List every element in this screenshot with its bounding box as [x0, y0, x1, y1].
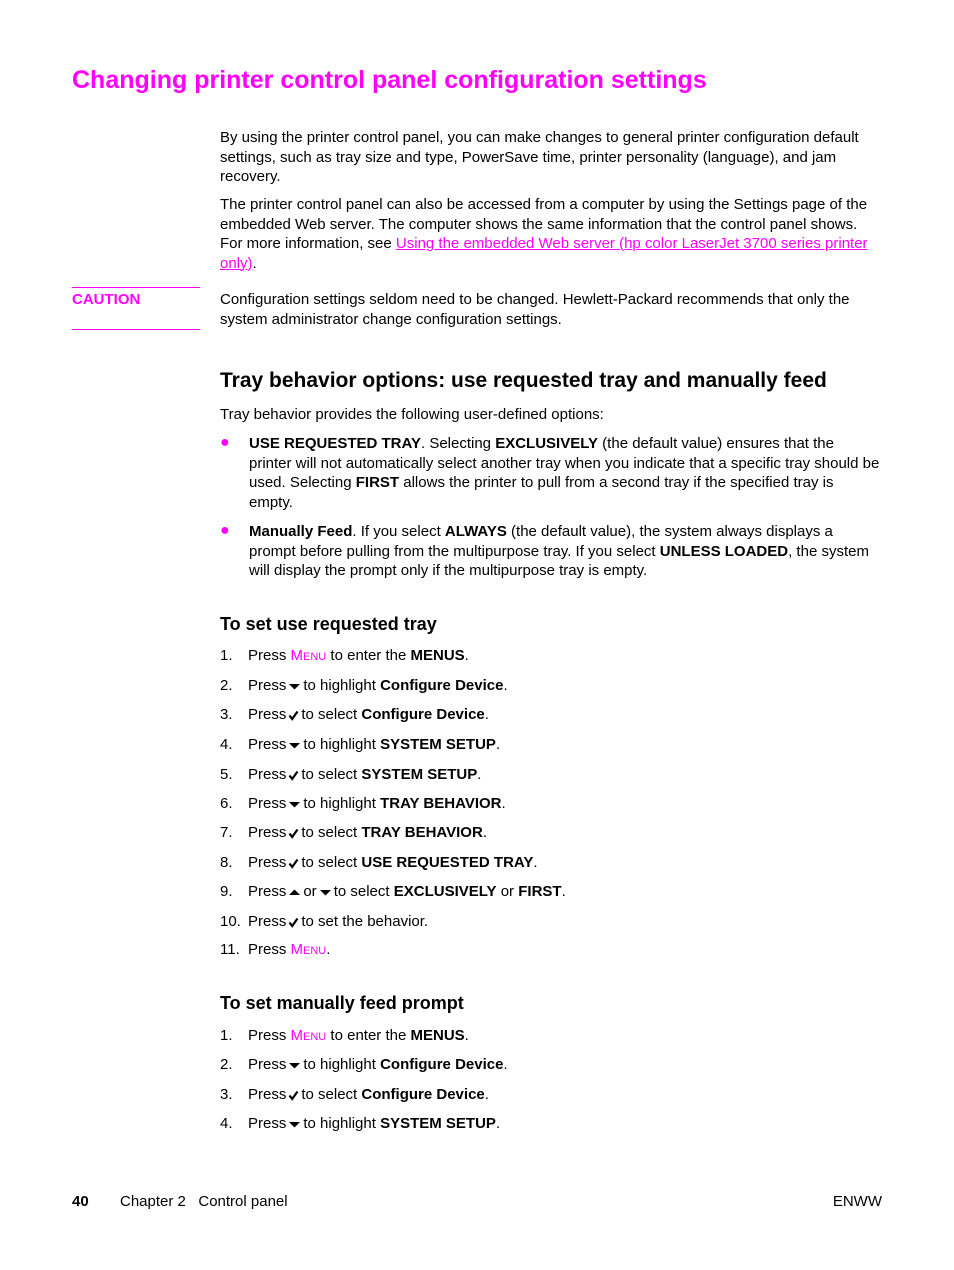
step-target: Configure Device: [361, 706, 485, 723]
step-text: to highlight: [303, 1115, 376, 1132]
down-arrow-icon: [288, 681, 301, 691]
step-text: Press: [248, 854, 287, 871]
step-text: to select: [301, 706, 358, 723]
footer-right-label: ENWW: [832, 1193, 882, 1210]
intro-paragraph-2-end: .: [252, 254, 257, 272]
menu-key: Menu: [290, 1027, 327, 1044]
caution-text: Configuration settings seldom need to be changed. Hewlett-Packard recommends that only the system administrator change configuration settings.: [220, 291, 850, 328]
down-arrow-icon: [319, 887, 332, 897]
option-text: , the system will display the prompt only if the multipurpose tray is empty.: [249, 542, 869, 579]
checkmark-icon: [288, 770, 299, 781]
step-period: .: [533, 854, 538, 871]
step-period: .: [501, 795, 506, 812]
option-value: EXCLUSIVELY: [495, 435, 599, 452]
option-value: FIRST: [355, 474, 400, 491]
step-number: 11.: [220, 941, 240, 958]
list-item: [220, 434, 880, 512]
step-target: Configure Device: [361, 1086, 485, 1103]
step-item: [220, 912, 428, 932]
chapter-label: Chapter 2 Control panel: [120, 1193, 288, 1210]
step-text: Press: [248, 766, 287, 783]
step-number: 1.: [220, 1027, 233, 1044]
step-item: [220, 823, 487, 843]
step-text: Press: [248, 941, 287, 958]
step-text: to set the behavior.: [301, 913, 429, 930]
down-arrow-icon: [288, 740, 301, 750]
step-item: [220, 940, 330, 960]
step-text: Press: [248, 677, 287, 694]
step-item: [220, 646, 469, 666]
up-arrow-icon: [288, 887, 301, 897]
step-period: .: [464, 1027, 469, 1044]
step-text: Press: [248, 647, 287, 664]
step-text: Press: [248, 824, 287, 841]
step-text: to select: [301, 766, 358, 783]
step-number: 9.: [220, 883, 233, 900]
step-item: [220, 853, 538, 873]
step-text: Press: [248, 883, 287, 900]
caution-divider: [72, 329, 200, 330]
step-period: .: [464, 647, 469, 664]
embedded-web-server-link[interactable]: Using the embedded Web server (hp color LaserJet 3700 series printer only): [220, 235, 868, 272]
checkmark-icon: [288, 710, 299, 721]
step-text: to highlight: [303, 795, 376, 812]
step-item: [220, 882, 566, 902]
step-item: [220, 1085, 489, 1105]
option-text: allows the printer to pull from a second tray if the specified tray is empty.: [249, 474, 834, 511]
step-number: 7.: [220, 824, 233, 841]
step-number: 10.: [220, 913, 241, 930]
step-text: to enter the: [330, 1027, 407, 1044]
caution-label: CAUTION: [72, 287, 200, 310]
step-text: Press: [248, 736, 287, 753]
step-text: or: [500, 883, 515, 900]
option-name: USE REQUESTED TRAY: [249, 435, 421, 452]
step-text: to highlight: [303, 1056, 376, 1073]
option-value: UNLESS LOADED: [659, 542, 789, 560]
step-number: 3.: [220, 706, 233, 723]
step-period: .: [561, 883, 566, 900]
step-period: .: [484, 1086, 489, 1103]
step-item: [220, 735, 500, 755]
option-value: ALWAYS: [444, 523, 507, 540]
step-number: 8.: [220, 854, 233, 871]
step-item: [220, 1114, 500, 1134]
intro-paragraph-2-text: The printer control panel can also be accessed from a computer by using the Settings page of the embedded Web server. The computer shows the same information that the control panel shows. For more information, see: [220, 196, 868, 252]
step-text: to select: [333, 883, 390, 900]
step-text: to select: [301, 854, 358, 871]
step-target: SYSTEM SETUP: [361, 766, 478, 783]
step-target: TRAY BEHAVIOR: [380, 795, 502, 812]
step-period: .: [495, 1115, 501, 1132]
step-item: [220, 1026, 469, 1046]
step-item: [220, 765, 481, 785]
step-text: Press: [248, 913, 287, 930]
checkmark-icon: [288, 917, 299, 928]
step-number: 4.: [220, 1115, 233, 1132]
step-number: 3.: [220, 1086, 233, 1103]
step-number: 1.: [220, 647, 233, 664]
page-number: 40: [72, 1193, 89, 1210]
menu-key: Menu: [290, 941, 327, 958]
bullet-icon: ●: [220, 434, 230, 451]
step-target: MENUS: [410, 647, 465, 664]
step-target: MENUS: [410, 1027, 465, 1044]
down-arrow-icon: [288, 799, 301, 809]
step-number: 6.: [220, 795, 233, 812]
down-arrow-icon: [288, 1119, 301, 1129]
step-period: .: [482, 824, 487, 841]
step-target: EXCLUSIVELY: [393, 883, 497, 900]
step-text: Press: [248, 795, 287, 812]
tray-section-heading: Tray behavior options: use requested tray and manually feed: [220, 369, 827, 392]
step-target: FIRST: [518, 883, 562, 900]
step-period: .: [503, 677, 508, 694]
step-text: to highlight: [303, 677, 376, 694]
checkmark-icon: [288, 858, 299, 869]
step-text: to highlight: [303, 736, 376, 753]
step-text: Press: [248, 1056, 287, 1073]
checkmark-icon: [288, 828, 299, 839]
step-target: SYSTEM SETUP: [380, 736, 496, 753]
option-text: (the default value) ensures that the printer will not automatically select another tray when you indicate that a specific tray should be used. Selecting: [249, 435, 880, 491]
option-text: . If you select: [352, 523, 445, 540]
step-item: [220, 676, 508, 696]
step-text: to select: [301, 1086, 358, 1103]
intro-paragraph-2: [220, 195, 880, 273]
down-arrow-icon: [288, 1060, 301, 1070]
step-period: .: [477, 766, 482, 783]
option-text: (the default value), the system always displays a prompt before pulling from the multipurpose tray. If you select: [249, 523, 833, 560]
step-target: Configure Device: [380, 677, 504, 694]
step-target: USE REQUESTED TRAY: [361, 854, 534, 871]
step-item: [220, 705, 489, 725]
step-period: .: [495, 736, 501, 753]
step-period: .: [503, 1056, 508, 1073]
step-number: 5.: [220, 766, 233, 783]
step-text: to enter the: [330, 647, 407, 664]
step-period: .: [484, 706, 489, 723]
step-target: Configure Device: [380, 1056, 504, 1073]
step-number: 4.: [220, 736, 233, 753]
option-text: . Selecting: [420, 435, 496, 452]
step-target: SYSTEM SETUP: [380, 1115, 496, 1132]
step-target: TRAY BEHAVIOR: [361, 824, 483, 841]
step-text: Press: [248, 706, 287, 723]
step-item: [220, 794, 506, 814]
step-text: Press: [248, 1027, 287, 1044]
menu-key: Menu: [290, 647, 327, 664]
checkmark-icon: [288, 1090, 299, 1101]
tray-section-intro: Tray behavior provides the following user-defined options:: [220, 406, 604, 423]
step-text: Press: [248, 1086, 287, 1103]
step-item: [220, 1055, 508, 1075]
list-item: [220, 522, 880, 581]
step-text: or: [303, 883, 317, 900]
option-name: Manually Feed: [249, 523, 353, 540]
step-number: 2.: [220, 677, 233, 694]
procedure-heading-use-requested-tray: To set use requested tray: [220, 614, 437, 634]
page-title: Changing printer control panel configuration settings: [72, 66, 707, 94]
step-period: .: [326, 941, 331, 958]
bullet-icon: ●: [220, 522, 230, 539]
step-text: Press: [248, 1115, 287, 1132]
procedure-heading-manually-feed: To set manually feed prompt: [220, 993, 464, 1013]
step-number: 2.: [220, 1056, 233, 1073]
intro-paragraph-1: By using the printer control panel, you can make changes to general printer configuration default settings, such as tray size and type, PowerSave time, printer personality (language), and jam recovery.: [220, 129, 859, 185]
step-text: to select: [301, 824, 358, 841]
